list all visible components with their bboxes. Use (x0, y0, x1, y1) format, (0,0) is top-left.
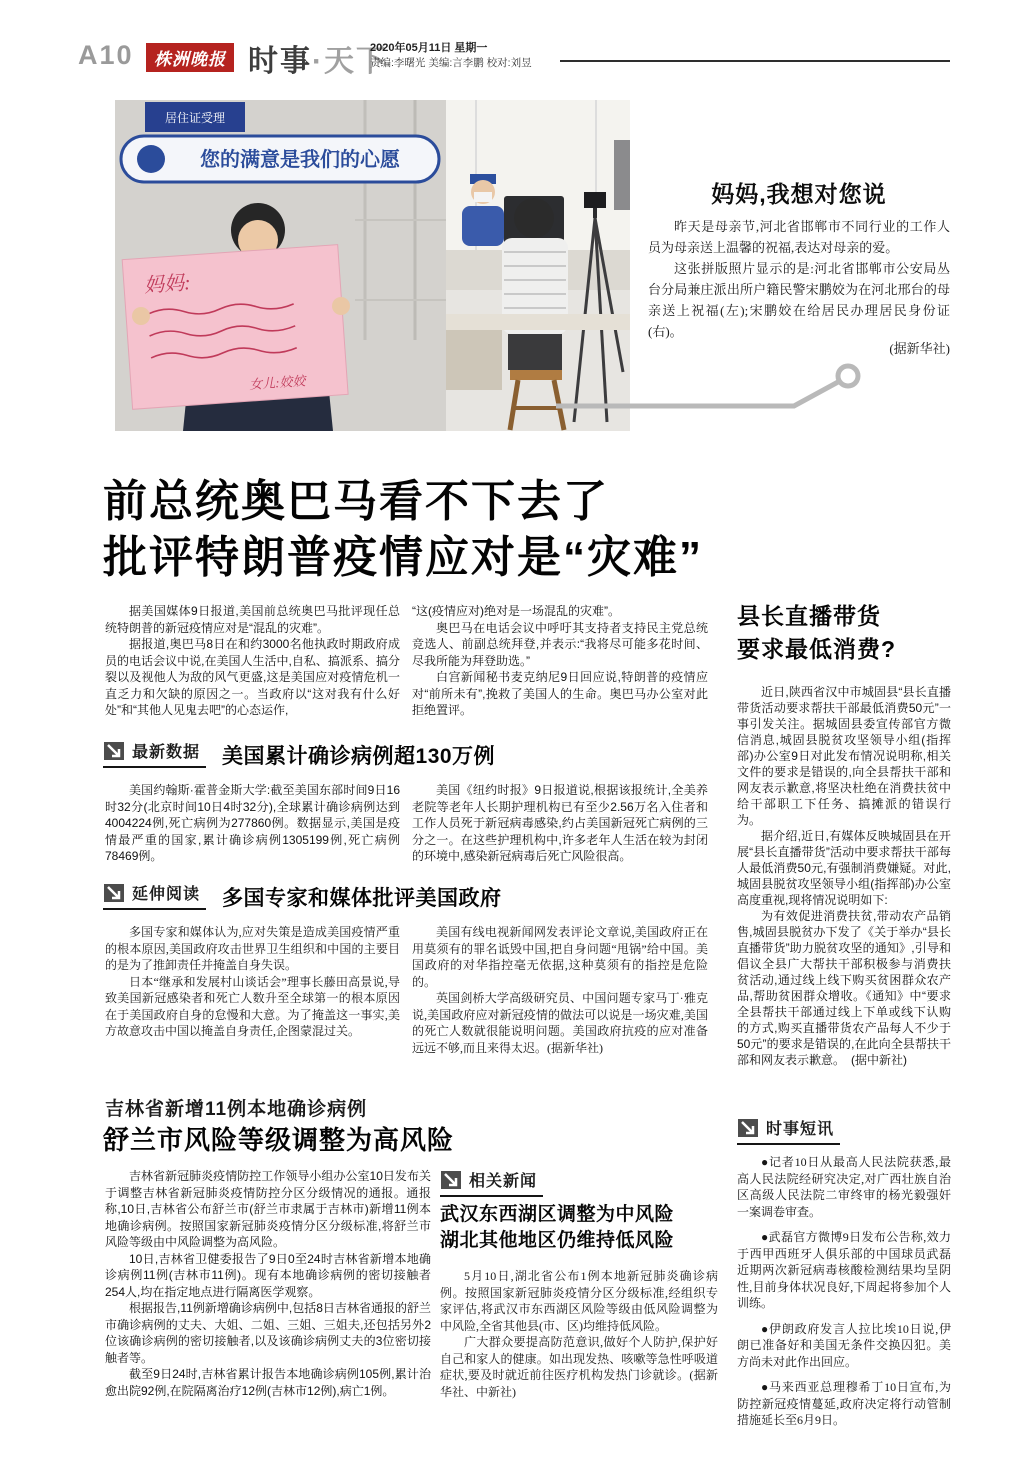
woman-hand-left (132, 307, 150, 325)
sign-title-text: 妈妈: (143, 272, 192, 298)
jilin-title: 舒兰市风险等级调整为高风险 (103, 1125, 455, 1155)
related-news-title (440, 1202, 720, 1254)
paragraph: 日本“继承和发展村山谈话会”理事长藤田高景说,导致美国新冠感染者和死亡人数升至全球第一的根本原因在于美国政府自身的怠慢和大意。为了掩盖这一事实,美方故意攻击中国以掩盖自身责任,企图蒙混过关。 (105, 974, 400, 1038)
news-briefs-tag (737, 1116, 840, 1145)
section-label: 相关新闻 (469, 1173, 538, 1190)
section-marker-icon (737, 1118, 759, 1138)
county-article-title (737, 600, 952, 666)
staff-line: 责编:李曙光 美编:言李鹏 校对:刘昱 (370, 57, 532, 69)
latest-data-col2 (412, 782, 708, 865)
obama-col2 (412, 603, 708, 719)
side-screen (614, 140, 630, 210)
extended-reading-col1 (105, 924, 400, 1040)
officer-mask (474, 192, 492, 202)
section-marker-icon (440, 1170, 462, 1190)
woman-hand-right (332, 297, 350, 315)
banner-logo-icon (137, 145, 165, 173)
extended-reading-header (103, 880, 502, 910)
paragraph: 美国约翰斯·霍普金斯大学:截至美国东部时间9日16时32分(北京时间10日4时32分),全球累计确诊病例达到4004224例,死亡病例为277860例。数据显示,美国是疫情最严重的国家,累计确诊病例1305199例,死亡病例78469例。 (105, 783, 400, 863)
paragraph: 5月10日,湖北省公布1例本地新冠肺炎确诊病例。按照国家新冠肺炎疫情分区分级标准,经组织专家评估,将武汉市东西湖区风险等级由低风险调整为中风险,全省其他县(市、区)均维持低风险。 (440, 1269, 718, 1333)
paragraph: 昨天是母亲节,河北省邯郸市不同行业的工作人员为母亲送上温馨的祝福,表达对母亲的爱。 (648, 219, 950, 255)
wooden-stool (510, 370, 562, 380)
brief-item: ●武磊官方微博9日发布公告称,效力于西甲西班牙人俱乐部的中国球员武磊近期两次新冠病毒核酸检测结果均呈阴性,目前身体状况良好,下周起将参加个人训练。 (737, 1230, 951, 1310)
banner-text: 您的满意是我们的心愿 (200, 149, 400, 171)
masthead-logo: 株洲晚报 (146, 43, 234, 72)
visitor-trousers (508, 334, 562, 370)
related-news-header (440, 1168, 543, 1197)
main-headline (103, 474, 763, 586)
paragraph: 为有效促进消费扶贫,带动农产品销售,城固县脱贫办下发了《关于举办“县长直播带货”助力脱贫攻坚的通知》,引导和倡议全县广大帮扶干部积极参与消费扶贫活动,通过线上线下购买贫困群众农产品,帮助贫困群众增收。《通知》中“要求全县帮扶干部通过线上下单或线下认购的方式,购买直播带货农产品每人不少于50元”的要求是错误的,在此向全县帮扶干部和网友表示歉意。 (据中新社) (737, 909, 951, 1067)
section-title-sub: ·天下 (312, 45, 388, 78)
paragraph: “这(疫情应对)绝对是一场混乱的灾难”。 (412, 604, 620, 618)
visitor-head (514, 198, 554, 238)
date-line: 2020年05月11日 星期一 (370, 42, 488, 54)
header-rule (560, 60, 950, 62)
related-news-body (440, 1268, 718, 1400)
section-title-text: 多国专家和媒体批评美国政府 (222, 887, 502, 910)
paragraph: 英国剑桥大学高级研究员、中国问题专家马丁·雅克说,美国政府应对新冠疫情的做法可以说是一场灾难,美国的死亡人数就很能说明问题。美国政府抗疫的应对准备远远不够,而且来得太迟。(据新华社) (412, 991, 708, 1055)
paragraph: 据介绍,近日,有媒体反映城固县在开展“县长直播带货”活动中要求帮扶干部每人最低消费50元,有强制消费嫌疑。对此,城固县脱贫攻坚领导小组(指挥部)办公室高度重视,现将情况说明如下: (737, 829, 951, 907)
news-briefs-list (737, 1154, 951, 1438)
paragraph: 据美国媒体9日报道,美国前总统奥巴马批评现任总统特朗普的新冠疫情应对是“混乱的灾难”。 (105, 604, 400, 635)
obama-col1 (105, 603, 400, 719)
paragraph: 10日,吉林省卫健委报告了9日0至24时吉林省新增本地确诊病例11例(吉林市11例)。现有本地确诊病例的密切接触者254人,均在指定地点进行隔离医学观察。 (105, 1251, 431, 1299)
brief-item: ●马来西亚总理穆希丁10日宣布,为防控新冠疫情蔓延,政府决定将行动管制措施延长至6月9日。 (737, 1380, 951, 1427)
caption-body (648, 216, 950, 342)
brief-item: ●记者10日从最高人民法院获悉,最高人民法院经研究决定,对广西壮族自治区高级人民法院二审终审的杨光毅强奸一案调卷审查。 (737, 1155, 951, 1219)
paragraph: 吉林省新冠肺炎疫情防控工作领导小组办公室10日发布关于调整吉林省新冠肺炎疫情防控分区分级情况的通报。通报称,10日,吉林省公布舒兰市(舒兰市隶属于吉林市)新增11例本地确诊病例。按照国家新冠肺炎疫情分区分级标准,将舒兰市风险等级由中风险调整为高风险。 (105, 1169, 431, 1249)
latest-data-col1 (105, 782, 400, 865)
latest-data-tag (103, 739, 206, 768)
extended-reading-tag (103, 881, 206, 910)
related-news-tag (440, 1168, 543, 1197)
county-title-line1: 县长直播带货 (737, 603, 881, 629)
paragraph: 美国有线电视新闻网发表评论文章说,美国政府正在用莫须有的罪名诋毁中国,把自身问题“甩锅”给中国。美国政府的对华指控毫无依据,这种莫须有的指控是危险的。 (412, 925, 708, 989)
news-briefs-header (737, 1116, 840, 1145)
caption-source: (据新华社) (889, 341, 950, 356)
county-article-body (737, 684, 951, 1068)
paragraph: 近日,陕西省汉中市城固县“县长直播带货活动要求帮扶干部最低消费50元”一事引发关注。据城固县委宣传部官方微信消息,城固县脱贫攻坚领导小组(指挥部)办公室9日对此发布情况说明称,相关文件的要求是错误的,向全县帮扶干部和网友表示歉意,将坚决杜绝在消费扶贫中给干部职工下任务、搞摊派的错误行为。 (737, 685, 951, 827)
brief-item: ●伊朗政府发言人拉比埃10日说,伊朗已准备好和美国无条件交换囚犯。美方尚未对此作出回应。 (737, 1321, 951, 1369)
paragraph: 美国《纽约时报》9日报道说,根据该报统计,全美养老院等老年人长期护理机构已有至少2.56万名入住者和工作人员死于新冠病毒感染,约占美国新冠死亡病例的三分之一。在这些护理机构中,许多老年人生活在较为封闭的环境中,感染新冠病毒后死亡风险很高。 (412, 783, 708, 863)
headline-line1: 前总统奥巴马看不下去了 (103, 477, 609, 526)
news-photo-left (115, 100, 446, 431)
paragraph: 据报道,奥巴马8日在和约3000名他执政时期政府成员的电话会议中说,在美国人生活中,自私、搞派系、搞分裂以及视他人为敌的风气更盛,这是美国应对疫情危机一直乏力和欠缺的原因之一。当政府以“这对我有什么好处”和“其他人见鬼去吧”的心态运作, (105, 637, 400, 717)
photo-left-illustration (115, 100, 446, 431)
sign-signature-text: 女儿:姣姣 (248, 373, 306, 393)
wall-sign-text: 居住证受理 (164, 111, 226, 125)
section-marker-icon (103, 883, 125, 903)
section-title (248, 36, 388, 80)
section-label: 延伸阅读 (132, 886, 201, 903)
headline-line2: 批评特朗普疫情应对是“灾难” (103, 533, 703, 582)
paragraph: 广大群众要提高防范意识,做好个人防护,保护好自己和家人的健康。如出现发热、咳嗽等急性呼吸道症状,要及时就近前往医疗机构发热门诊就诊。(据新华社、中新社) (440, 1335, 718, 1399)
section-title-main: 时事 (248, 45, 312, 78)
jilin-kicker: 吉林省新增11例本地确诊病例 (105, 1099, 368, 1120)
paragraph: 多国专家和媒体认为,应对失策是造成美国疫情严重的根本原因,美国政府攻击世界卫生组织和中国的主要目的是为了推卸责任并掩盖自身失误。 (105, 925, 400, 972)
paragraph: 这张拼版照片显示的是:河北省邯郸市公安局丛台分局兼庄派出所户籍民警宋鹏姣为在河北邢台的母亲送上祝福(左);宋鹏姣在给居民办理居民身份证(右)。 (648, 261, 950, 339)
extended-reading-col2 (412, 924, 708, 1056)
section-label: 时事短讯 (766, 1121, 835, 1138)
magnifier-divider-icon (556, 360, 868, 423)
related-news-title-line1: 武汉东西湖区调整为中风险 (440, 1204, 675, 1225)
camera (584, 192, 606, 208)
page-number: A10 (78, 40, 134, 70)
related-news-title-line2: 湖北其他地区仍维持低风险 (440, 1230, 675, 1251)
pink-sign (122, 245, 348, 410)
section-label: 最新数据 (132, 744, 201, 761)
jilin-body (105, 1168, 431, 1399)
county-title-line2: 要求最低消费? (737, 636, 897, 662)
caption-title: 妈妈,我想对您说 (711, 181, 887, 207)
paragraph: 根据报告,11例新增确诊病例中,包括8日吉林省通报的舒兰市确诊病例的丈夫、大姐、二姐、三姐、三姐夫,还包括另外2位该确诊病例的密切接触者,以及该确诊病例丈夫的3位密切接触者等。 (105, 1301, 431, 1365)
section-marker-icon (103, 741, 125, 761)
latest-data-header (103, 738, 495, 768)
section-title-text: 美国累计确诊病例超130万例 (222, 745, 496, 768)
paragraph: 截至9日24时,吉林省累计报告本地确诊病例105例,累计治愈出院92例,在院隔离治疗12例(吉林市12例),病亡1例。 (105, 1367, 431, 1398)
paragraph: 奥巴马在电话会议中呼吁其支持者支持民主党总统竞选人、前副总统拜登,并表示:“我将尽可能多花时间、尽我所能为拜登助选。” (412, 620, 708, 668)
counter-desk (446, 330, 502, 390)
officer-uniform (462, 206, 504, 246)
paragraph: 白宫新闻秘书麦克纳尼9日回应说,特朗普的疫情应对“前所未有”,挽救了美国人的生命。奥巴马办公室对此拒绝置评。 (412, 670, 708, 717)
